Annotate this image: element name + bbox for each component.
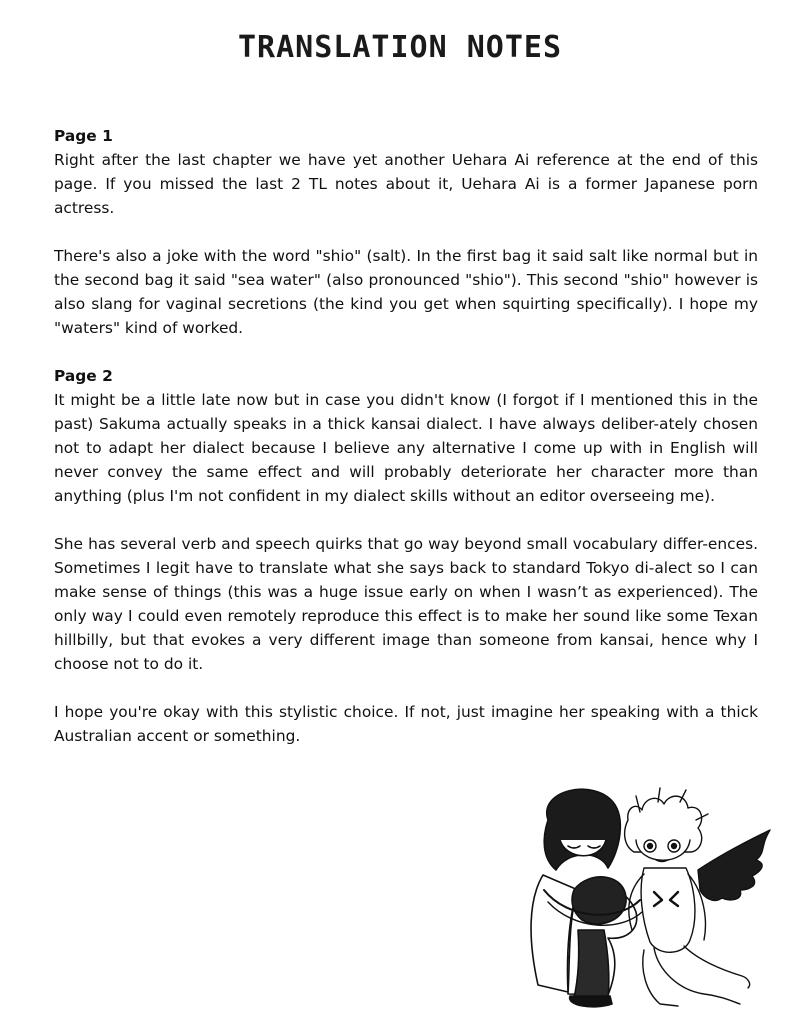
- section-heading-page-1: Page 1: [54, 127, 113, 145]
- page-1-paragraph-1: Right after the last chapter we have yet another Uehara Ai reference at the end of this page. If you missed the last 2 TL notes about it, Uehara Ai is a former Japanese porn actress.: [54, 151, 758, 217]
- notes-content: [54, 124, 758, 772]
- section-heading-page-2: Page 2: [54, 367, 113, 385]
- page-2-paragraph-2: She has several verb and speech quirks that go way beyond small vocabulary differ-ences. Sometimes I legit have to translate what she says back to standard Tokyo di-alect so I can make sense of things (this was a huge issue early on when I wasn’t as experienced). The only way I could even remotely reproduce this effect is to make her sound like some Texan hillbilly, but that evokes a very different image than someone from kansai, hence why I choose not to do it.: [54, 535, 758, 673]
- two-characters-sketch-icon: [508, 780, 778, 1015]
- page-2-paragraph-3: I hope you're okay with this stylistic choice. If not, just imagine her speaking with a thick Australian accent or something.: [54, 703, 758, 745]
- page-1-paragraph-2: There's also a joke with the word "shio" (salt). In the first bag it said salt like normal but in the second bag it said "sea water" (also pronounced "shio"). This second "shio" however is also slang for vaginal secretions (the kind you get when squirting specifically). I hope my "waters" kind of worked.: [54, 247, 758, 337]
- page-2-paragraph-1: It might be a little late now but in case you didn't know (I forgot if I mentioned this in the past) Sakuma actually speaks in a thick kansai dialect. I have always deliber-ately chosen not to adapt her dialect because I believe any alternative I come up with in English will never convey the same effect and will probably deteriorate her character more than anything (plus I'm not confident in my dialect skills without an editor overseeing me).: [54, 391, 758, 505]
- page-title: TRANSLATION NOTES: [237, 30, 563, 65]
